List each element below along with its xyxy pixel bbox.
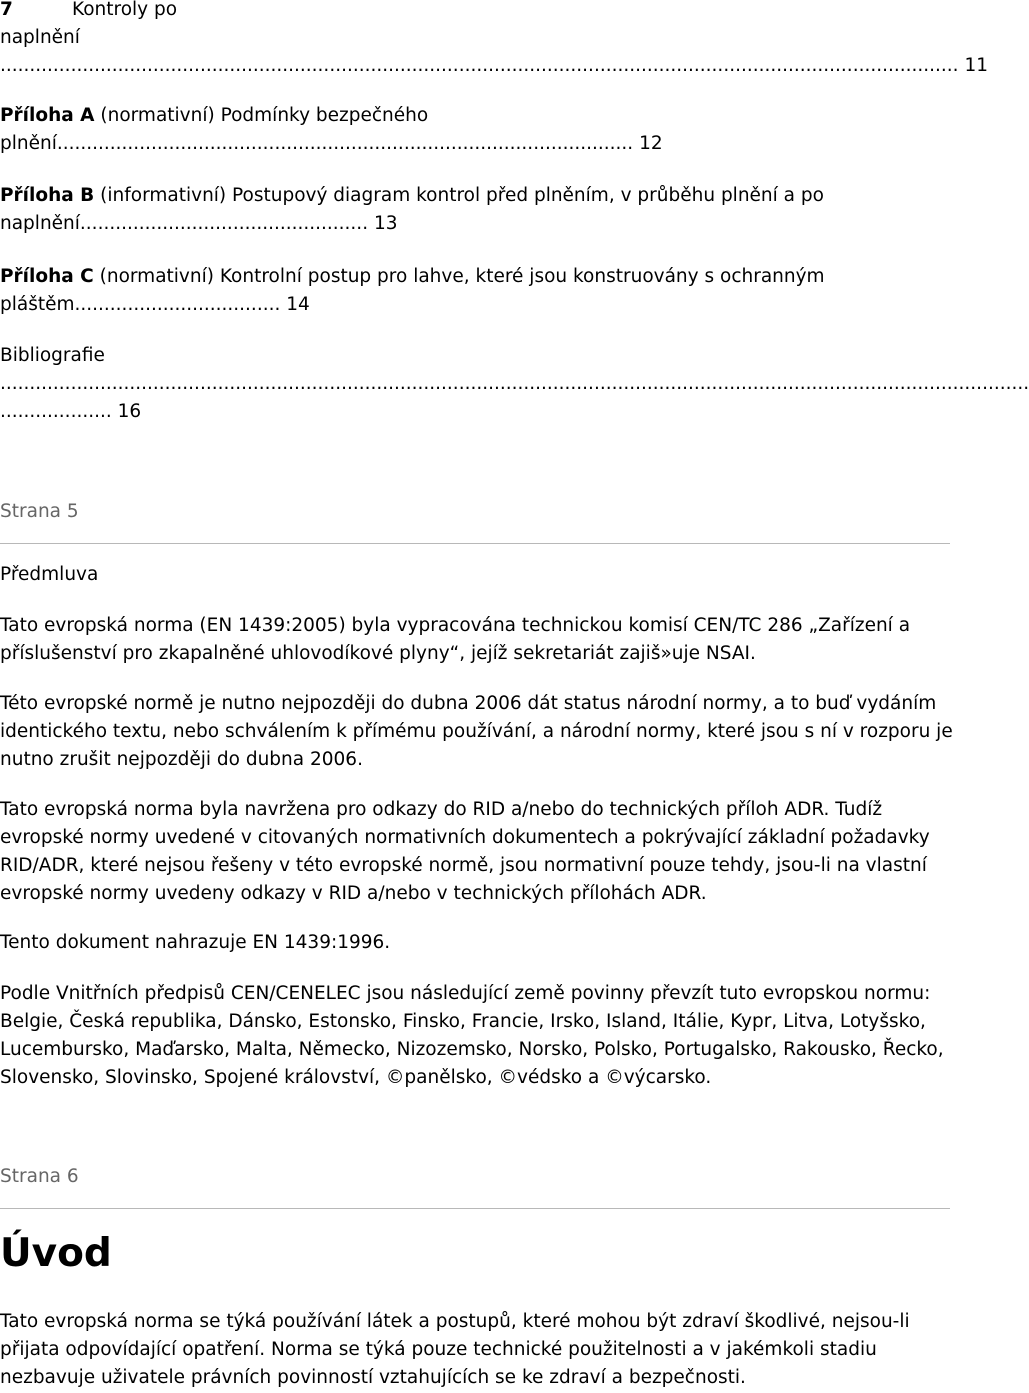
toc-title-cont: naplnění <box>0 27 80 48</box>
toc-item-7[interactable] <box>0 0 988 80</box>
toc-annex-label: Příloha C <box>0 266 94 287</box>
toc-annex-b[interactable] <box>0 182 958 238</box>
paragraph: Této evropské normě je nutno nejpozději do dubna 2006 dát status národní normy, a to buď vydáním identického textu, nebo schválením k přímému používání, a národní normy, které jsou s ní v rozporu je nutno zrušit nejpozději do dubna 2006. <box>0 693 953 770</box>
toc-annex-c[interactable] <box>0 263 958 319</box>
toc-leader-dots: .................................................................................................. <box>56 133 634 154</box>
page-label: Strana 6 <box>0 1166 79 1187</box>
toc-bibliography[interactable] <box>0 342 1029 426</box>
toc-annex-title: (normativní) Podmínky bezpečného <box>100 105 429 126</box>
section-heading: Předmluva <box>0 564 99 585</box>
paragraph: Tato evropská norma se týká používání látek a postupů, které mohou být zdraví škodlivé, nejsou-li přijata odpovídající opatření. Norma se týká pouze technické použitelnosti a v jakémkoli stadiu nezbavuje uživatele právních povinností vztahujících se ke zdraví a bezpečnosti. <box>0 1311 910 1388</box>
toc-leader-dots: ................... <box>0 401 112 422</box>
section-heading: Úvod <box>0 1231 112 1276</box>
toc-leader-dots: ............................................................................................................................................................................... <box>0 373 1029 394</box>
paragraph: Podle Vnitřních předpisů CEN/CENELEC jsou následující země povinny převzít tuto evropskou normu: Belgie, Česká republika, Dánsko, Estonsko, Finsko, Francie, Irsko, Island, Itálie, Kypr, Litva, Lotyšsko, Lucembursko, Maďarsko, Malta, Německo, Nizozemsko, Norsko, Polsko, Portugalsko, Rakousko, Řecko, Slovensko, Slovinsko, Spojené království, ©panělsko, ©védsko a ©výcarsko. <box>0 983 944 1088</box>
toc-title-cont: pláštěm <box>0 294 75 315</box>
toc-annex-a[interactable] <box>0 102 958 158</box>
toc-title-cont: plnění <box>0 133 57 154</box>
toc-page-number: 16 <box>117 401 142 422</box>
toc-page-number: 14 <box>286 294 310 315</box>
toc-title: Kontroly po <box>72 0 178 20</box>
toc-title: Bibliografie <box>0 345 105 366</box>
toc-page-number: 11 <box>964 55 988 76</box>
toc-annex-title: (informativní) Postupový diagram kontrol před plněním, v průběhu plnění a po <box>100 185 824 206</box>
toc-leader-dots: ................................... <box>74 294 281 315</box>
toc-annex-label: Příloha A <box>0 105 95 126</box>
toc-leader-dots: ................................................. <box>79 213 369 234</box>
paragraph: Tato evropská norma (EN 1439:2005) byla vypracována technickou komisí CEN/TC 286 „Zařízení a příslušenství pro zkapalněné uhlovodíkové plyny“, jejíž sekretariát zajiš»uje NSAI. <box>0 615 911 664</box>
toc-number: 7 <box>0 0 13 20</box>
toc-annex-label: Příloha B <box>0 185 95 206</box>
paragraph: Tato evropská norma byla navržena pro odkazy do RID a/nebo do technických příloh ADR. Tudíž evropské normy uvedené v citovaných normativních dokumentech a pokrývající základní požadavky RID/ADR, které nejsou řešeny v této evropské normě, jsou normativní pouze tehdy, jsou-li na vlastní evropské normy uvedeny odkazy v RID a/nebo v technických přílohách ADR. <box>0 799 930 904</box>
page-label: Strana 5 <box>0 501 79 522</box>
page-divider <box>0 543 950 544</box>
toc-leader-dots: ................................................................................................................................................................... <box>0 55 959 76</box>
page-divider <box>0 1208 950 1209</box>
toc-page-number: 12 <box>639 133 663 154</box>
paragraph: Tento dokument nahrazuje EN 1439:1996. <box>0 932 391 953</box>
toc-annex-title: (normativní) Kontrolní postup pro lahve, které jsou konstruovány s ochranným <box>99 266 825 287</box>
toc-title-cont: naplnění <box>0 213 80 234</box>
toc-page-number: 13 <box>373 213 398 234</box>
